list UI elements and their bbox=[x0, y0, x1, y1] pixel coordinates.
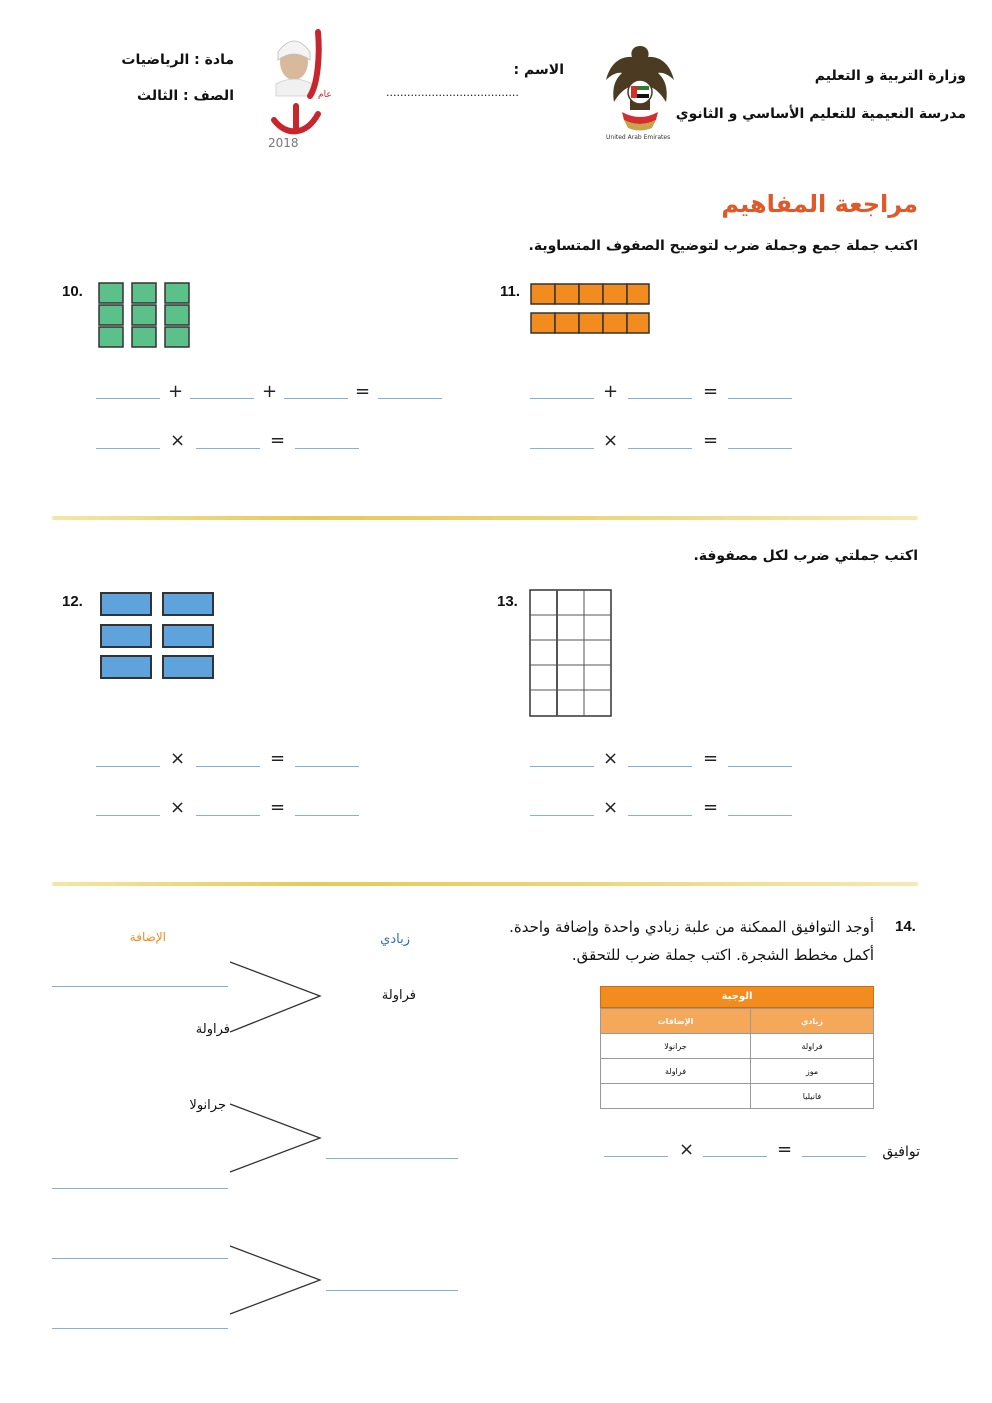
grade-label: الصف : الثالث bbox=[137, 88, 234, 104]
tree-answer-blank[interactable] bbox=[52, 1258, 228, 1259]
answer-blank[interactable] bbox=[530, 398, 594, 399]
exercise-12-number: 12. bbox=[62, 593, 83, 610]
answer-blank[interactable] bbox=[196, 815, 260, 816]
answer-blank[interactable] bbox=[728, 398, 792, 399]
equals-sign: = bbox=[703, 381, 719, 402]
answer-blank[interactable] bbox=[628, 766, 692, 767]
answer-blank[interactable] bbox=[703, 1156, 767, 1157]
answer-blank[interactable] bbox=[628, 815, 692, 816]
tree-answer-blank[interactable] bbox=[326, 1290, 458, 1291]
times-sign: × bbox=[170, 748, 186, 769]
uae-emblem-logo bbox=[600, 40, 680, 146]
answer-blank[interactable] bbox=[295, 766, 359, 767]
plus-sign: + bbox=[603, 381, 619, 402]
answer-blank[interactable] bbox=[728, 766, 792, 767]
tree-topping-granola: جرانولا bbox=[189, 1098, 226, 1113]
subject-label: مادة : الرياضيات bbox=[121, 52, 234, 68]
answer-blank[interactable] bbox=[284, 398, 348, 399]
answer-blank[interactable] bbox=[728, 815, 792, 816]
combinations-label: توافيق bbox=[882, 1144, 920, 1160]
exercise-11-number: 11. bbox=[500, 283, 521, 300]
table-cell: فانيليا bbox=[751, 1084, 874, 1109]
times-sign: × bbox=[679, 1139, 695, 1160]
answer-blank[interactable] bbox=[190, 398, 254, 399]
table-cell bbox=[601, 1084, 751, 1109]
answer-blank[interactable] bbox=[530, 766, 594, 767]
answer-blank[interactable] bbox=[96, 766, 160, 767]
equals-sign: = bbox=[703, 748, 719, 769]
grid-array bbox=[529, 589, 613, 719]
times-sign: × bbox=[603, 797, 619, 818]
zayed-year-logo bbox=[266, 24, 340, 154]
tree-topping-strawberry: فراولة bbox=[195, 1022, 230, 1037]
tree-header-yogurt: زبادي bbox=[380, 932, 410, 947]
answer-blank[interactable] bbox=[378, 398, 442, 399]
name-field[interactable]: ...................................... bbox=[386, 86, 519, 99]
answer-blank[interactable] bbox=[295, 448, 359, 449]
tree-answer-blank[interactable] bbox=[52, 986, 228, 987]
instruction-1: اكتب جملة جمع وجملة ضرب لتوضيح الصفوف المتساوية. bbox=[528, 238, 918, 254]
equals-sign: = bbox=[270, 797, 286, 818]
table-cell: فراولة bbox=[601, 1059, 751, 1084]
equals-sign: = bbox=[270, 748, 286, 769]
blue-array bbox=[99, 591, 217, 681]
answer-blank[interactable] bbox=[96, 398, 160, 399]
equals-sign: = bbox=[703, 797, 719, 818]
exercise-13-number: 13. bbox=[497, 593, 518, 610]
section-divider bbox=[52, 516, 918, 520]
answer-blank[interactable] bbox=[530, 448, 594, 449]
answer-blank[interactable] bbox=[802, 1156, 866, 1157]
tree-answer-blank[interactable] bbox=[326, 1158, 458, 1159]
table-cell: فراولة bbox=[751, 1034, 874, 1059]
exercise-14-line1: أوجد التوافيق الممكنة من علبة زبادي واحدة وإضافة واحدة. bbox=[509, 918, 874, 936]
ministry-name: وزارة التربية و التعليم bbox=[814, 68, 966, 84]
equals-sign: = bbox=[355, 381, 371, 402]
name-label: الاسم : bbox=[513, 62, 564, 78]
times-sign: × bbox=[603, 430, 619, 451]
plus-sign: + bbox=[262, 381, 278, 402]
section-divider bbox=[52, 882, 918, 886]
answer-blank[interactable] bbox=[530, 815, 594, 816]
exercise-14-line2: أكمل مخطط الشجرة. اكتب جملة ضرب للتحقق. bbox=[571, 946, 874, 964]
answer-blank[interactable] bbox=[196, 448, 260, 449]
table-title: الوجبة bbox=[600, 986, 874, 1008]
answer-blank[interactable] bbox=[604, 1156, 668, 1157]
table-cell: جرانولا bbox=[601, 1034, 751, 1059]
meal-options-table bbox=[600, 986, 874, 1109]
exercise-14-number: 14. bbox=[895, 918, 916, 935]
times-sign: × bbox=[170, 430, 186, 451]
tree-answer-blank[interactable] bbox=[52, 1188, 228, 1189]
plus-sign: + bbox=[168, 381, 184, 402]
answer-blank[interactable] bbox=[628, 398, 692, 399]
equals-sign: = bbox=[703, 430, 719, 451]
answer-blank[interactable] bbox=[96, 815, 160, 816]
school-name: مدرسة النعيمية للتعليم الأساسي و الثانوي bbox=[675, 106, 966, 122]
table-header-toppings: الإضافات bbox=[601, 1009, 751, 1034]
section-title: مراجعة المفاهيم bbox=[721, 190, 918, 218]
orange-array bbox=[529, 282, 653, 336]
table-header-yogurt: زبادي bbox=[751, 1009, 874, 1034]
exercise-10-number: 10. bbox=[62, 283, 83, 300]
tree-answer-blank[interactable] bbox=[52, 1328, 228, 1329]
tree-header-topping: الإضافة bbox=[129, 930, 166, 944]
times-sign: × bbox=[603, 748, 619, 769]
instruction-2: اكتب جملتي ضرب لكل مصفوفة. bbox=[693, 548, 918, 564]
zayed-year-number: 2018 bbox=[268, 136, 299, 150]
answer-blank[interactable] bbox=[96, 448, 160, 449]
table-cell: موز bbox=[751, 1059, 874, 1084]
answer-blank[interactable] bbox=[628, 448, 692, 449]
equals-sign: = bbox=[777, 1139, 793, 1160]
times-sign: × bbox=[170, 797, 186, 818]
tree-yogurt-strawberry: فراولة bbox=[381, 988, 416, 1003]
answer-blank[interactable] bbox=[728, 448, 792, 449]
green-array bbox=[97, 281, 193, 351]
answer-blank[interactable] bbox=[295, 815, 359, 816]
equals-sign: = bbox=[270, 430, 286, 451]
emblem-caption: United Arab Emirates bbox=[606, 134, 671, 141]
answer-blank[interactable] bbox=[196, 766, 260, 767]
zayed-year-word: عام bbox=[318, 90, 332, 100]
